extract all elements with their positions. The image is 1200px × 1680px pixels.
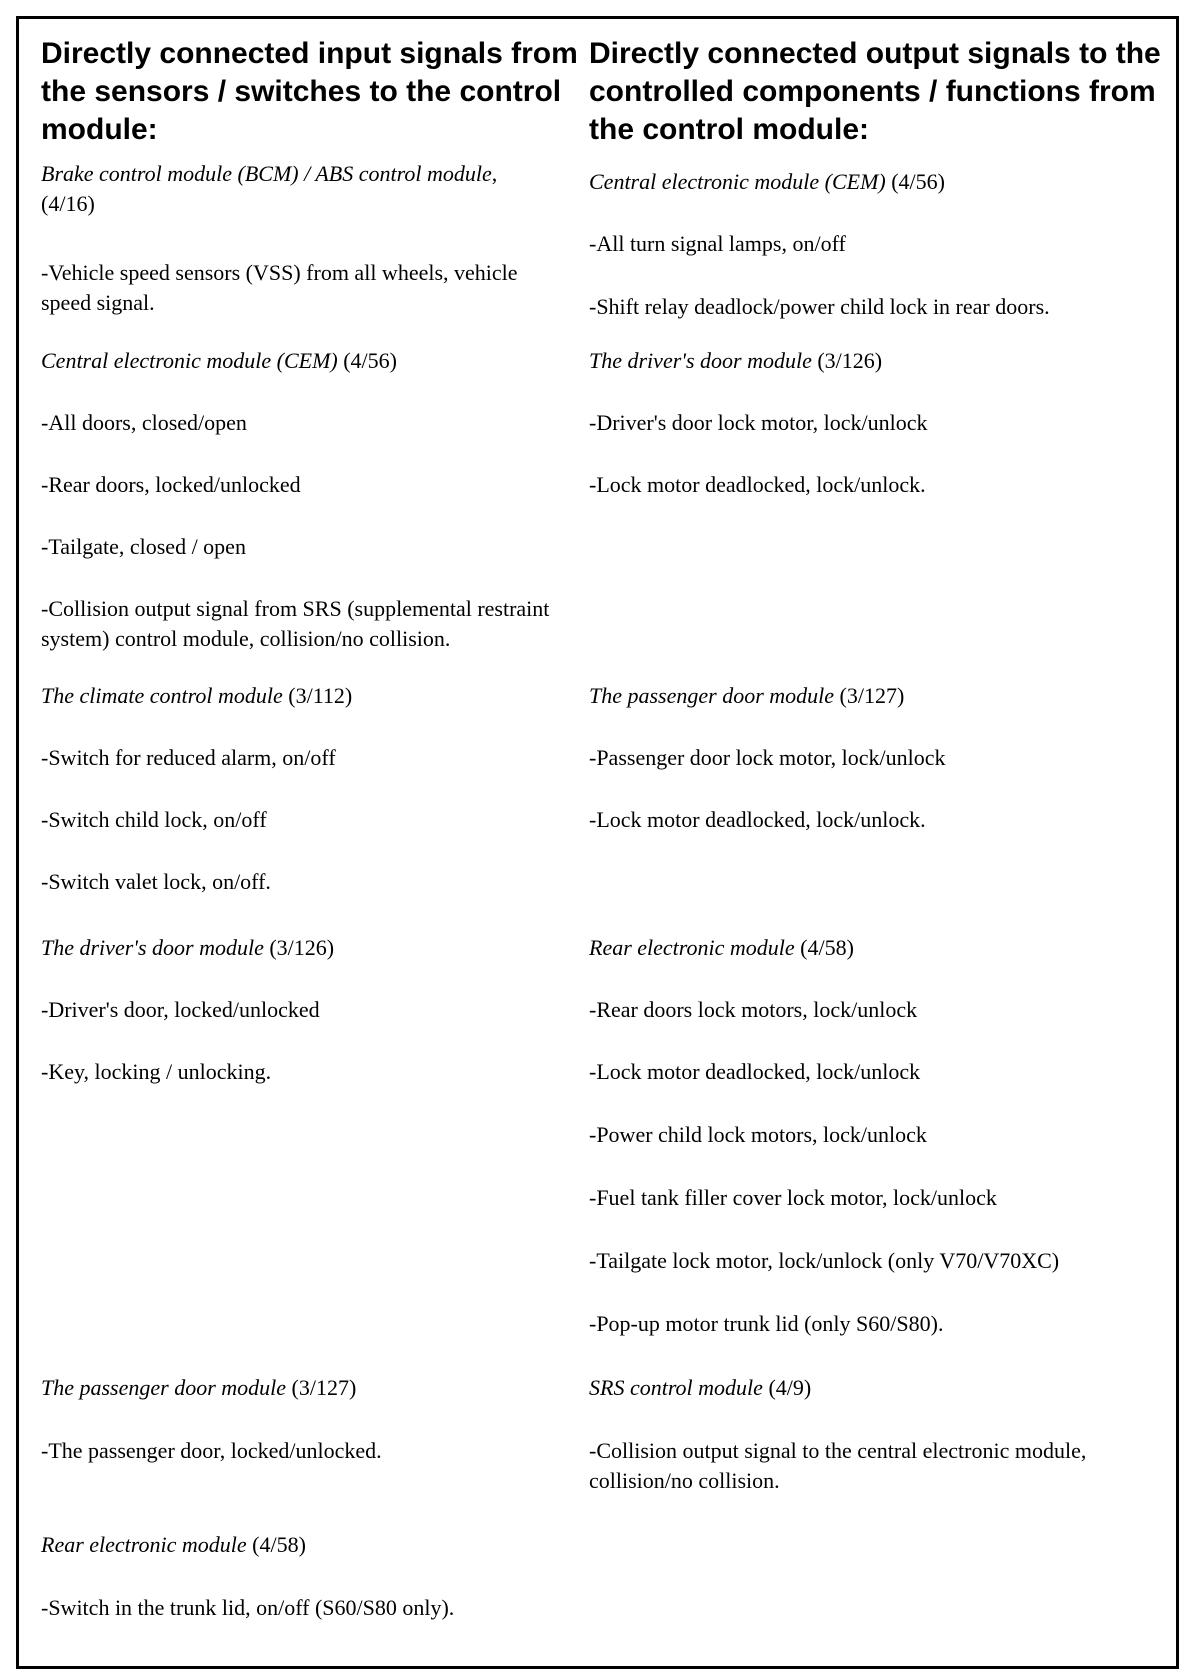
module-name: Central electronic module (CEM) <box>41 348 338 373</box>
signal-table <box>16 16 1179 1669</box>
output-item: -All turn signal lamps, on/off <box>589 231 846 256</box>
module-name: The passenger door module <box>589 683 835 708</box>
input-module-climate <box>41 681 352 711</box>
input-item: -The passenger door, locked/unlocked. <box>41 1438 382 1463</box>
module-name: SRS control module <box>589 1375 763 1400</box>
module-code: , (4/16) <box>41 161 498 216</box>
output-item: -Fuel tank filler cover lock motor, lock/unlock <box>589 1185 997 1210</box>
output-item: -Lock motor deadlocked, lock/unlock <box>589 1059 921 1084</box>
input-item: -Key, locking / unlocking. <box>41 1059 272 1084</box>
module-name: The passenger door module <box>41 1375 287 1400</box>
output-item: -Driver's door lock motor, lock/unlock <box>589 410 928 435</box>
input-item: -Switch child lock, on/off <box>41 807 267 832</box>
output-item: -Power child lock motors, lock/unlock <box>589 1122 927 1147</box>
input-signals-heading: Directly connected input signals from the sensors / switches to the control module: <box>41 37 578 146</box>
output-item: -Shift relay deadlock/power child lock in rear doors. <box>589 294 1050 319</box>
input-module-passenger-door <box>41 1373 356 1403</box>
output-module-srs <box>589 1373 811 1403</box>
output-module-driver-door <box>589 346 882 376</box>
module-name: Rear electronic module <box>589 935 795 960</box>
input-item: -Vehicle speed sensors (VSS) from all wheels, vehicle speed signal. <box>41 260 518 315</box>
input-module-bcm <box>41 159 541 219</box>
input-item: -Tailgate, closed / open <box>41 534 246 559</box>
module-code: (4/56) <box>337 348 397 373</box>
input-item: -Switch in the trunk lid, on/off (S60/S80 only). <box>41 1595 455 1620</box>
input-item: -Switch for reduced alarm, on/off <box>41 745 336 770</box>
output-item: -Lock motor deadlocked, lock/unlock. <box>589 807 926 832</box>
module-name: The climate control module <box>41 683 283 708</box>
module-code: (3/127) <box>834 683 905 708</box>
module-code: (3/126) <box>263 935 335 960</box>
output-item: -Lock motor deadlocked, lock/unlock. <box>589 472 926 497</box>
module-code: (3/112) <box>282 683 353 708</box>
module-name: The driver's door module <box>589 348 812 373</box>
module-code: (3/127) <box>286 1375 357 1400</box>
module-name: Brake control module (BCM) / ABS control module <box>41 161 492 186</box>
input-item: -All doors, closed/open <box>41 410 247 435</box>
output-item: -Tailgate lock motor, lock/unlock (only V70/V70XC) <box>589 1248 1060 1273</box>
input-item: -Driver's door, locked/unlocked <box>41 997 320 1022</box>
output-item: -Pop-up motor trunk lid (only S60/S80). <box>589 1311 944 1336</box>
input-module-driver-door <box>41 933 334 963</box>
module-code: (4/58) <box>246 1532 306 1557</box>
input-module-rear-electronic <box>41 1530 306 1560</box>
module-code: (3/126) <box>811 348 883 373</box>
module-name: Central electronic module (CEM) <box>589 169 886 194</box>
output-item: -Passenger door lock motor, lock/unlock <box>589 745 946 770</box>
module-code: (4/56) <box>885 169 945 194</box>
input-module-cem <box>41 346 397 376</box>
module-code: (4/58) <box>794 935 854 960</box>
input-item: -Collision output signal from SRS (supplemental restraint system) control module, collision/no collision. <box>41 596 550 651</box>
input-item: -Rear doors, locked/unlocked <box>41 472 301 497</box>
output-item: -Rear doors lock motors, lock/unlock <box>589 997 918 1022</box>
output-module-cem <box>589 167 945 197</box>
output-module-rear-electronic <box>589 933 854 963</box>
input-item: -Switch valet lock, on/off. <box>41 869 271 894</box>
output-signals-heading: Directly connected output signals to the controlled components / functions from the control module: <box>589 37 1161 146</box>
module-name: Rear electronic module <box>41 1532 247 1557</box>
module-code: (4/9) <box>762 1375 812 1400</box>
module-name: The driver's door module <box>41 935 264 960</box>
output-item: -Collision output signal to the central electronic module, collision/no collision. <box>589 1438 1087 1493</box>
output-module-passenger-door <box>589 681 904 711</box>
